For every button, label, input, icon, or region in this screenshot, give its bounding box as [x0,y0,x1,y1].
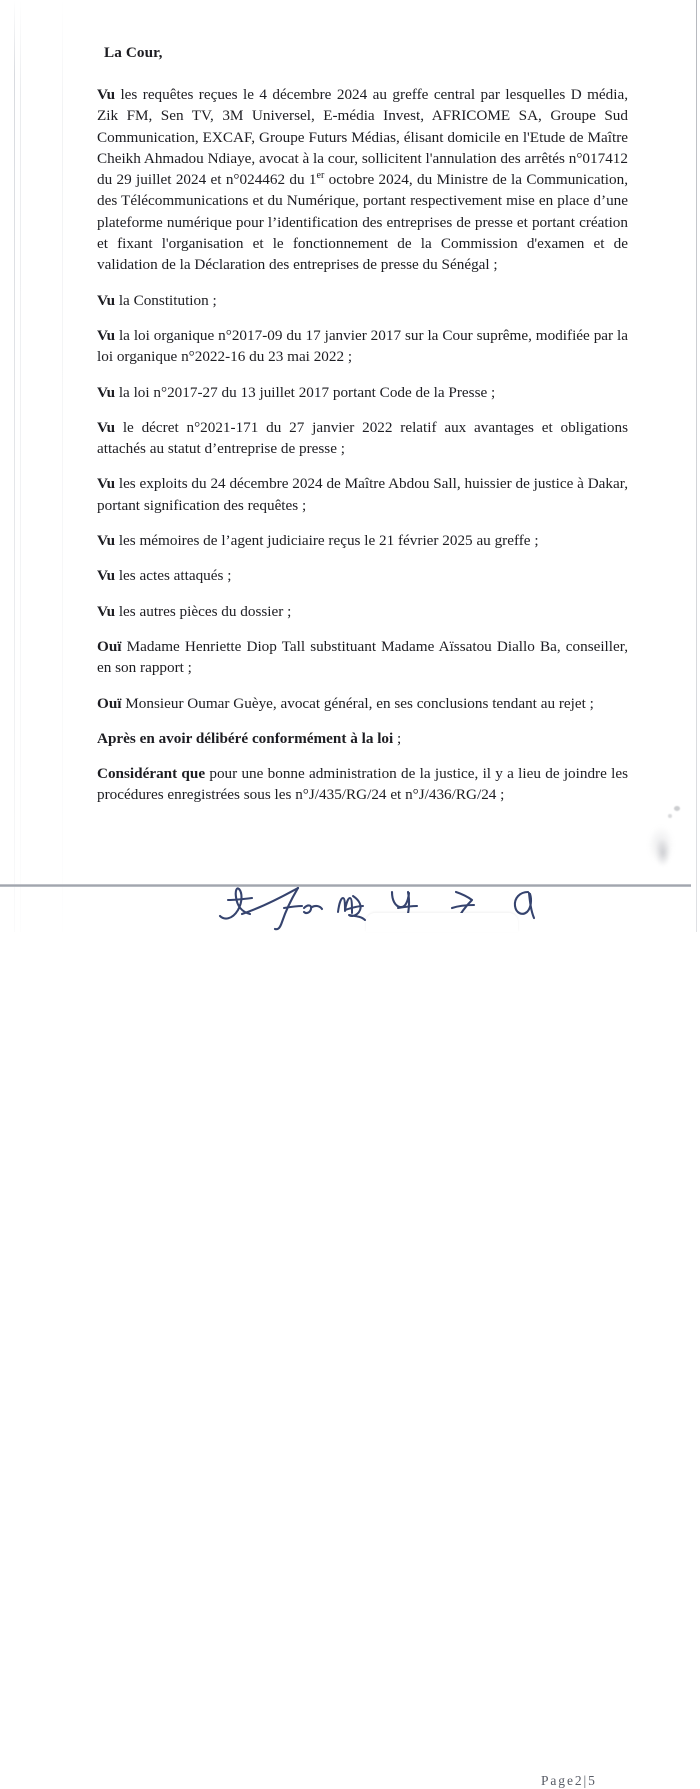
paragraph-oui-rapport [97,636,628,679]
paragraph-vu-memoires [97,530,628,551]
paragraph-vu-loi-presse [97,382,628,403]
paragraph-lead: Vu [97,475,116,493]
paragraph-vu-decret [97,417,628,460]
paragraph-text: les mémoires de l’agent judiciaire reçus le 21 février 2025 au greffe ; [115,532,539,550]
paragraph-vu-actes [97,565,628,586]
ordinal-superscript: er [316,170,325,182]
paragraph-lead: Vu [97,383,116,401]
paragraph-text: les requêtes reçues le 4 décembre 2024 au greffe central par lesquelles D média, Zik FM, Sen TV, 3M Universel, E-média Invest, AFRICOME SA, Groupe Sud Communication, EXCAF, Groupe Futurs Médias, élisant domicile en l'Etude de Maître Cheikh Ahmadou Ndiaye, avocat à la cour, sollicitent l'annulation des arrêtés n°017412 du 29 juillet 2024 et n°024462 du 1 [97,86,628,189]
bottom-cropped-overlay [366,913,518,932]
scan-streak-left [14,0,15,932]
handwritten-initial-1 [212,878,330,930]
page-number: Page2|5 [541,1773,597,1788]
paragraph-lead: Ouï [97,637,122,655]
paragraph-lead: Vu [97,532,116,550]
paragraph-text: Monsieur Oumar Guèye, avocat général, en ses conclusions tendant au rejet ; [121,694,594,712]
ink-fleck-secondary [668,814,672,818]
paragraph-text: la loi n°2017-27 du 13 juillet 2017 portant Code de la Presse ; [115,383,496,401]
paragraph-text: les autres pièces du dossier ; [115,602,292,620]
scan-streak-left-tertiary [62,0,63,932]
paragraph-lead: Vu [97,418,116,436]
paragraph-lead: Vu [97,602,116,620]
paragraph-vu-loi-organique [97,325,628,368]
paragraph-vu-requetes [97,84,628,276]
footer [0,884,700,1788]
paragraph-text: ; [393,729,402,747]
paragraph-lead: Considérant que [97,765,206,783]
page-title: La Cour, [104,44,163,61]
paragraph-text: le décret n°2021-171 du 27 janvier 2022 relatif aux avantages et obligations attachés au statut d’entreprise de presse ; [97,418,628,458]
paragraph-vu-pieces [97,601,628,622]
scan-smudge-dark [656,840,670,866]
paragraph-text: Madame Henriette Diop Tall substituant Madame Aïssatou Diallo Ba, conseiller, en son rapport ; [97,637,628,677]
paragraph-lead: Après en avoir délibéré conformément à la loi [97,729,394,747]
paragraph-lead: Ouï [97,694,122,712]
paragraph-text: les actes attaqués ; [115,567,232,585]
paragraph-oui-avocat-general [97,693,628,714]
paragraph-apres-delibere [97,728,628,749]
paragraph-lead: Vu [97,291,116,309]
paragraph-text: pour une bonne administration de la justice, il y a lieu de joindre les procédures enregistrées sous les n°J/435/RG/24 et n°J/436/RG/24 ; [97,765,628,804]
scan-edge-right [696,0,697,932]
bottom-cropped-text [366,917,518,928]
paragraph-text: les exploits du 24 décembre 2024 de Maître Abdou Sall, huissier de justice à Dakar, portant signification des requêtes ; [97,475,628,514]
document-body [97,44,628,806]
paragraph-vu-exploits [97,473,628,516]
paragraph-lead: Vu [97,326,116,344]
paragraph-text: la Constitution ; [115,291,217,309]
paragraph-lead: Vu [97,567,116,585]
paragraph-lead: Vu [97,86,116,103]
scan-streak-left-secondary [20,0,21,932]
paragraph-text: la loi organique n°2017-09 du 17 janvier 2017 sur la Cour suprême, modifiée par la loi organique n°2022-16 du 23 mai 2022 ; [97,326,628,366]
paragraph-text-continued: octobre 2024, du Ministre de la Communication, des Télécommunications et du Numérique, portant respectivement mise en place d’une plateforme numérique pour l’identification des entreprises de presse et portant création et fixant l'organisation et le fonctionnement de la Commission d'examen et de validation de la Déclaration des entreprises de presse du Sénégal ; [97,171,629,274]
paragraph-considerant-que [97,763,628,806]
paragraph-vu-constitution [97,290,628,311]
ink-fleck [674,806,680,811]
